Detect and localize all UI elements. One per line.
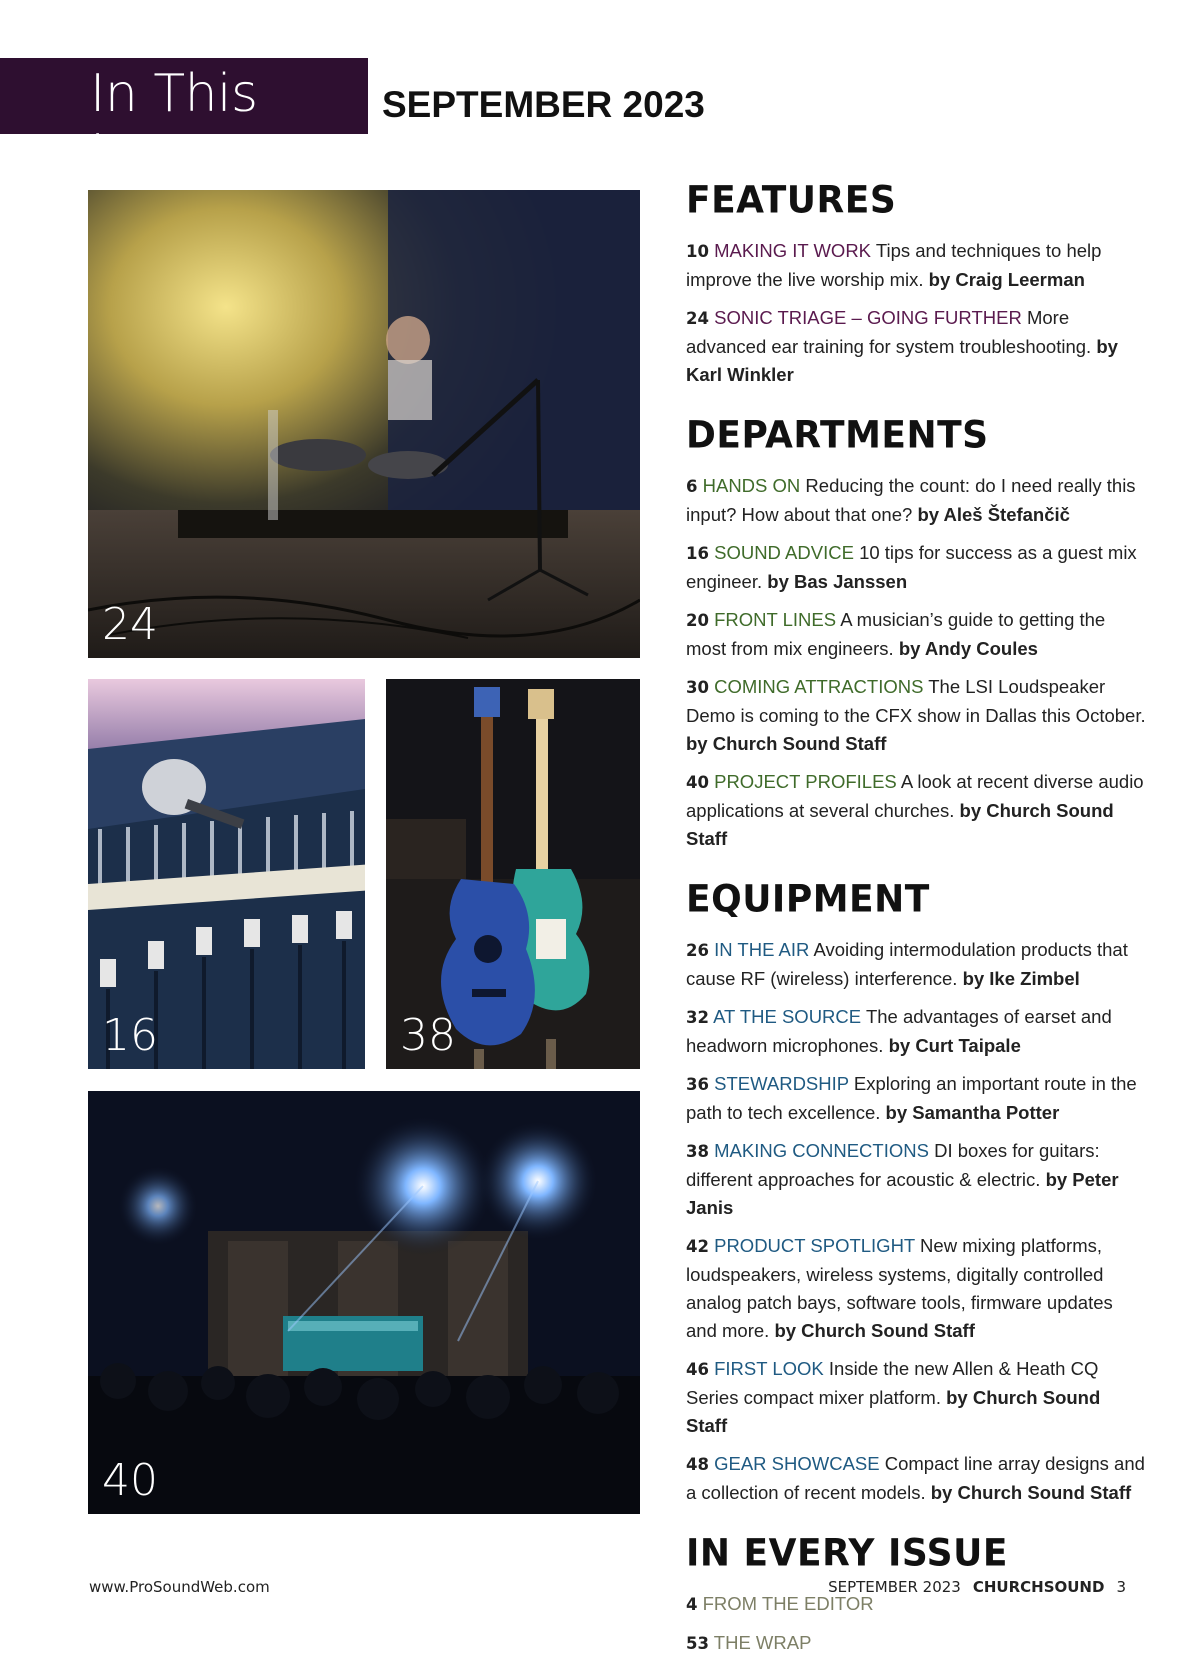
photo-page-number: 24 (102, 599, 158, 650)
entry-description: Exploring an important route in the path to tech excellence. (686, 1073, 1137, 1123)
entry-label: PROJECT PROFILES (714, 771, 897, 792)
entry-author: by Curt Taipale (888, 1035, 1021, 1056)
toc-entry[interactable] (686, 472, 1146, 529)
entry-description: A look at recent diverse audio applications at several churches. (686, 771, 1144, 821)
entry-label: FRONT LINES (714, 609, 837, 630)
entry-description: Inside the new Allen & Heath CQ Series compact mixer platform. (686, 1358, 1099, 1408)
toc-entry[interactable] (686, 1232, 1146, 1345)
photo-mixing-console[interactable] (88, 679, 365, 1069)
toc-entry[interactable] (686, 936, 1146, 993)
toc-entry[interactable] (686, 606, 1146, 663)
entry-label: MAKING CONNECTIONS (714, 1140, 929, 1161)
entry-author: by Church Sound Staff (774, 1320, 975, 1341)
entry-page: 10 (686, 242, 709, 261)
concert-photo-image (88, 1091, 640, 1514)
photo-stage[interactable] (88, 190, 640, 658)
entry-page: 16 (686, 544, 709, 563)
entry-description: DI boxes for guitars: different approaches for acoustic & electric. (686, 1140, 1100, 1190)
entry-author: by Karl Winkler (686, 336, 1118, 385)
entry-label: MAKING IT WORK (714, 240, 872, 261)
entry-author: by Peter Janis (686, 1169, 1119, 1218)
toc-entry[interactable] (686, 1450, 1146, 1507)
entry-page: 42 (686, 1237, 709, 1256)
entry-description: More advanced ear training for system troubleshooting. (686, 307, 1092, 357)
entry-description: New mixing platforms, loudspeakers, wireless systems, digitally controlled analog patch bays, software tools, firmware updates and more. (686, 1235, 1113, 1341)
entry-label: HANDS ON (702, 475, 801, 496)
section-title-departments: DEPARTMENTS (686, 413, 989, 458)
entry-description: Tips and techniques to help improve the live worship mix. (686, 240, 1102, 290)
issue-heading: In This Issue (90, 64, 258, 184)
entry-author: by Church Sound Staff (686, 800, 1114, 849)
toc-entry[interactable] (686, 1137, 1146, 1222)
entry-label: FIRST LOOK (714, 1358, 824, 1379)
entry-author: by Samantha Potter (885, 1102, 1060, 1123)
section-title-in-every-issue: IN EVERY ISSUE (686, 1531, 1008, 1576)
entry-description: The LSI Loudspeaker Demo is coming to the CFX show in Dallas this October. (686, 676, 1146, 726)
entry-description: Reducing the count: do I need really this input? How about that one? (686, 475, 1136, 525)
entry-label: IN THE AIR (714, 939, 810, 960)
footer-website[interactable]: www.ProSoundWeb.com (89, 1578, 270, 1596)
entry-label: FROM THE EDITOR (702, 1593, 874, 1614)
entry-label: GEAR SHOWCASE (714, 1453, 880, 1474)
toc-entry[interactable] (686, 539, 1146, 596)
toc-entry[interactable] (686, 673, 1146, 758)
entry-page: 40 (686, 773, 709, 792)
entry-label: PRODUCT SPOTLIGHT (714, 1235, 915, 1256)
entry-page: 48 (686, 1455, 709, 1474)
footer-issue: SEPTEMBER 2023 (828, 1578, 961, 1596)
entry-author: by Church Sound Staff (686, 1387, 1101, 1436)
entry-description: Compact line array designs and a collection of recent models. (686, 1453, 1145, 1503)
entry-author: by Church Sound Staff (686, 733, 887, 754)
photo-concert[interactable] (88, 1091, 640, 1514)
stage-photo-image (88, 190, 640, 658)
entry-page: 30 (686, 678, 709, 697)
toc-entry[interactable] (686, 1355, 1146, 1440)
entry-description: The advantages of earset and headworn microphones. (686, 1006, 1112, 1056)
entry-page: 38 (686, 1142, 709, 1161)
entry-label: COMING ATTRACTIONS (714, 676, 924, 697)
toc-entry[interactable] (686, 1629, 1146, 1658)
entry-author: by Aleš Štefančič (917, 504, 1070, 525)
section-title-features: FEATURES (686, 178, 897, 223)
entry-author: by Craig Leerman (928, 269, 1085, 290)
entry-label: AT THE SOURCE (713, 1006, 862, 1027)
entry-author: by Church Sound Staff (930, 1482, 1132, 1503)
table-of-contents (686, 180, 1146, 1668)
entry-label: THE WRAP (713, 1632, 812, 1653)
toc-entry[interactable] (686, 768, 1146, 853)
photo-guitars[interactable] (386, 679, 640, 1069)
entry-page: 26 (686, 941, 709, 960)
toc-entry[interactable] (686, 237, 1146, 294)
footer-brand: CHURCHSOUND (972, 1578, 1105, 1596)
entry-page: 53 (686, 1634, 709, 1653)
header-band (0, 58, 368, 184)
toc-entry[interactable] (686, 1070, 1146, 1127)
entry-label: SONIC TRIAGE – GOING FURTHER (714, 307, 1022, 328)
entry-page: 4 (686, 1595, 698, 1614)
entry-description: A musician’s guide to getting the most from mix engineers. (686, 609, 1106, 659)
entry-page: 6 (686, 477, 698, 496)
section-title-equipment: EQUIPMENT (686, 877, 930, 922)
entry-description: Avoiding intermodulation products that cause RF (wireless) interference. (686, 939, 1128, 989)
entry-author: by Ike Zimbel (962, 968, 1080, 989)
issue-date: SEPTEMBER 2023 (382, 84, 705, 125)
entry-page: 20 (686, 611, 709, 630)
entry-page: 36 (686, 1075, 709, 1094)
footer-folio (828, 1578, 1126, 1596)
entry-author: by Andy Coules (898, 638, 1038, 659)
entry-label: STEWARDSHIP (714, 1073, 849, 1094)
photo-page-number: 38 (400, 1010, 456, 1061)
entry-author: by Bas Janssen (767, 571, 908, 592)
entry-page: 32 (686, 1008, 709, 1027)
toc-entry[interactable] (686, 304, 1146, 389)
entry-page: 46 (686, 1360, 709, 1379)
photo-page-number: 16 (102, 1010, 158, 1061)
entry-description: 10 tips for success as a guest mix engineer. (686, 542, 1137, 592)
photo-page-number: 40 (102, 1455, 158, 1506)
toc-entry[interactable] (686, 1003, 1146, 1060)
entry-page: 24 (686, 309, 709, 328)
entry-label: SOUND ADVICE (714, 542, 854, 563)
footer-page-number: 3 (1116, 1578, 1126, 1596)
